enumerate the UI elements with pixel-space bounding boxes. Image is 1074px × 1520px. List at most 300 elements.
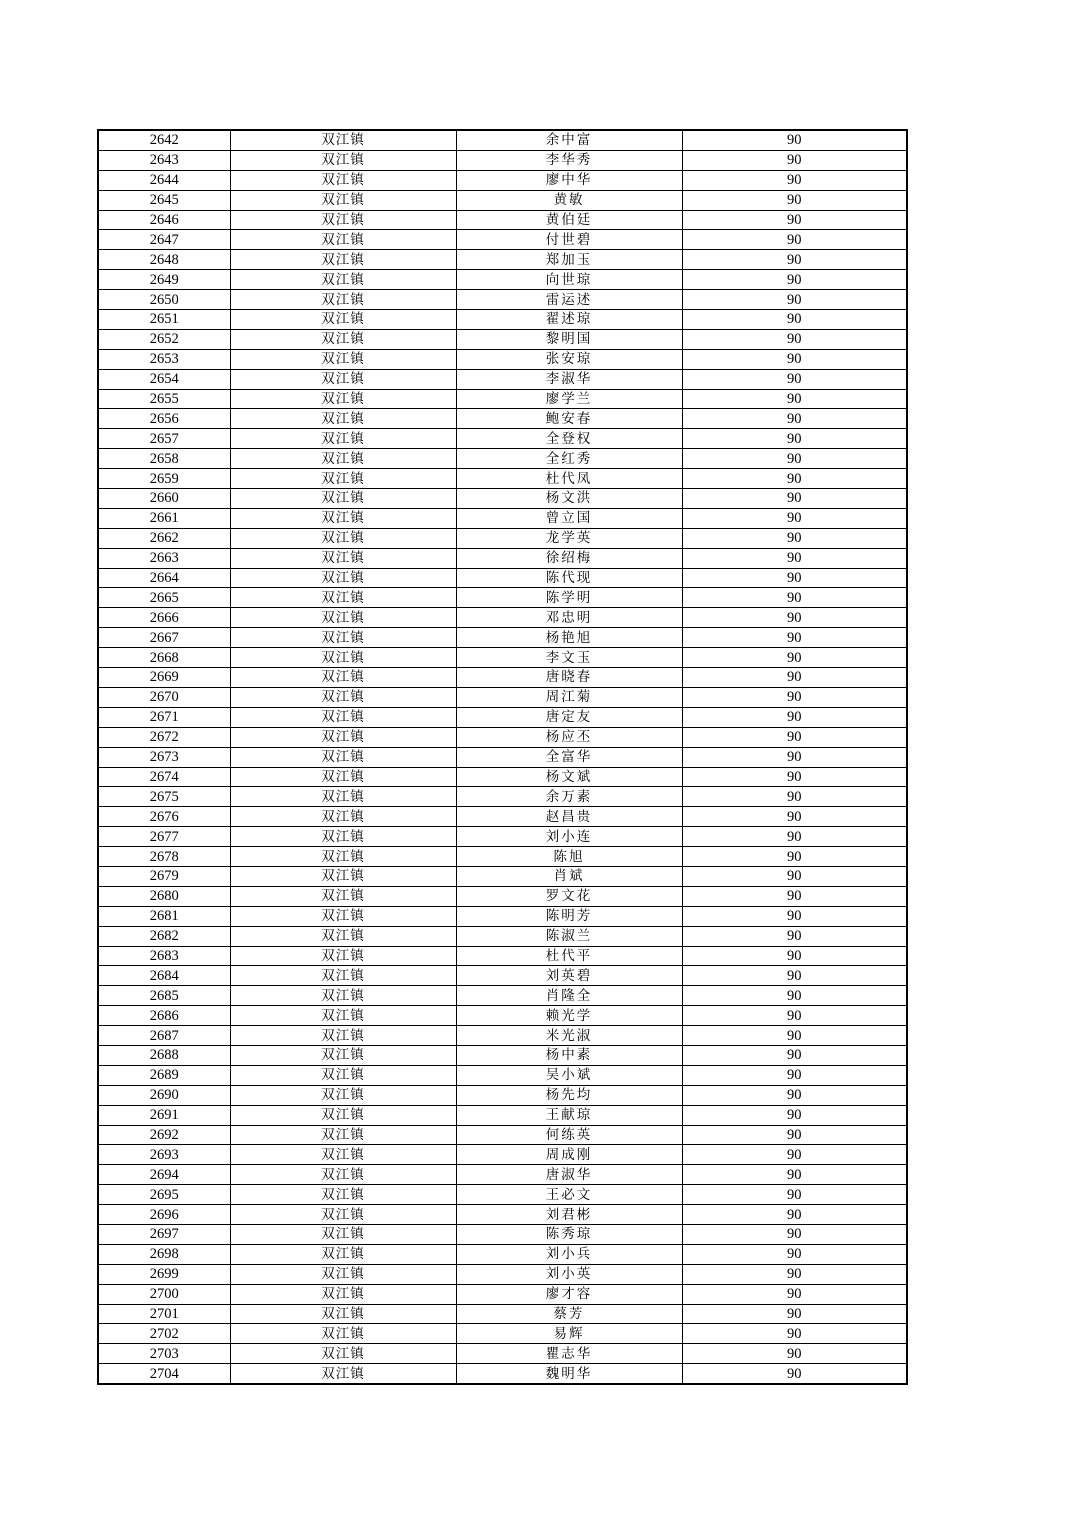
- town-cell: 双江镇: [230, 409, 456, 429]
- table-row: [98, 1105, 907, 1125]
- table-row: [98, 588, 907, 608]
- row-number-cell: 2647: [98, 230, 230, 250]
- person-name-cell: 陈代现: [456, 568, 682, 588]
- town-cell: 双江镇: [230, 190, 456, 210]
- town-cell: 双江镇: [230, 528, 456, 548]
- person-name-cell: 全富华: [456, 747, 682, 767]
- score-cell: 90: [682, 807, 907, 827]
- row-number-cell: 2650: [98, 290, 230, 310]
- row-number-cell: 2654: [98, 369, 230, 389]
- person-name-cell: 刘小兵: [456, 1244, 682, 1264]
- town-cell: 双江镇: [230, 847, 456, 867]
- table-row: [98, 1364, 907, 1384]
- row-number-cell: 2696: [98, 1205, 230, 1225]
- town-cell: 双江镇: [230, 210, 456, 230]
- person-name-cell: 陈明芳: [456, 906, 682, 926]
- town-cell: 双江镇: [230, 170, 456, 190]
- row-number-cell: 2645: [98, 190, 230, 210]
- score-cell: 90: [682, 150, 907, 170]
- person-name-cell: 刘君彬: [456, 1205, 682, 1225]
- row-number-cell: 2673: [98, 747, 230, 767]
- score-cell: 90: [682, 369, 907, 389]
- table-row: [98, 1026, 907, 1046]
- person-name-cell: 吴小斌: [456, 1065, 682, 1085]
- town-cell: 双江镇: [230, 866, 456, 886]
- row-number-cell: 2652: [98, 329, 230, 349]
- town-cell: 双江镇: [230, 369, 456, 389]
- row-number-cell: 2644: [98, 170, 230, 190]
- score-cell: 90: [682, 588, 907, 608]
- town-cell: 双江镇: [230, 727, 456, 747]
- person-name-cell: 黄敏: [456, 190, 682, 210]
- table-row: [98, 349, 907, 369]
- table-row: [98, 1244, 907, 1264]
- person-name-cell: 赵昌贵: [456, 807, 682, 827]
- table-row: [98, 150, 907, 170]
- town-cell: 双江镇: [230, 608, 456, 628]
- table-row: [98, 1224, 907, 1244]
- town-cell: 双江镇: [230, 1105, 456, 1125]
- table-row: [98, 1145, 907, 1165]
- person-name-cell: 廖学兰: [456, 389, 682, 409]
- row-number-cell: 2695: [98, 1185, 230, 1205]
- person-name-cell: 杨文斌: [456, 767, 682, 787]
- town-cell: 双江镇: [230, 588, 456, 608]
- score-cell: 90: [682, 489, 907, 509]
- person-name-cell: 翟述琼: [456, 310, 682, 330]
- table-row: [98, 1344, 907, 1364]
- score-cell: 90: [682, 787, 907, 807]
- town-cell: 双江镇: [230, 130, 456, 150]
- row-number-cell: 2677: [98, 827, 230, 847]
- row-number-cell: 2668: [98, 648, 230, 668]
- row-number-cell: 2667: [98, 628, 230, 648]
- town-cell: 双江镇: [230, 1065, 456, 1085]
- person-name-cell: 曾立国: [456, 508, 682, 528]
- town-cell: 双江镇: [230, 310, 456, 330]
- row-number-cell: 2681: [98, 906, 230, 926]
- town-cell: 双江镇: [230, 1264, 456, 1284]
- score-cell: 90: [682, 886, 907, 906]
- table-row: [98, 1205, 907, 1225]
- table-row: [98, 986, 907, 1006]
- score-cell: 90: [682, 1105, 907, 1125]
- person-name-cell: 陈淑兰: [456, 926, 682, 946]
- person-name-cell: 杨应丕: [456, 727, 682, 747]
- table-row: [98, 489, 907, 509]
- score-cell: 90: [682, 310, 907, 330]
- town-cell: 双江镇: [230, 827, 456, 847]
- town-cell: 双江镇: [230, 687, 456, 707]
- town-cell: 双江镇: [230, 429, 456, 449]
- score-cell: 90: [682, 389, 907, 409]
- table-row: [98, 747, 907, 767]
- table-row: [98, 946, 907, 966]
- table-row: [98, 329, 907, 349]
- person-name-cell: 陈秀琼: [456, 1224, 682, 1244]
- row-number-cell: 2688: [98, 1045, 230, 1065]
- score-cell: 90: [682, 1364, 907, 1384]
- table-row: [98, 847, 907, 867]
- town-cell: 双江镇: [230, 648, 456, 668]
- table-row: [98, 727, 907, 747]
- town-cell: 双江镇: [230, 1244, 456, 1264]
- score-cell: 90: [682, 827, 907, 847]
- person-name-cell: 杜代平: [456, 946, 682, 966]
- score-cell: 90: [682, 210, 907, 230]
- score-cell: 90: [682, 687, 907, 707]
- row-number-cell: 2685: [98, 986, 230, 1006]
- score-cell: 90: [682, 508, 907, 528]
- row-number-cell: 2703: [98, 1344, 230, 1364]
- town-cell: 双江镇: [230, 1006, 456, 1026]
- row-number-cell: 2693: [98, 1145, 230, 1165]
- score-cell: 90: [682, 727, 907, 747]
- score-cell: 90: [682, 1065, 907, 1085]
- row-number-cell: 2643: [98, 150, 230, 170]
- row-number-cell: 2642: [98, 130, 230, 150]
- person-name-cell: 魏明华: [456, 1364, 682, 1384]
- town-cell: 双江镇: [230, 329, 456, 349]
- town-cell: 双江镇: [230, 926, 456, 946]
- row-number-cell: 2675: [98, 787, 230, 807]
- score-cell: 90: [682, 1165, 907, 1185]
- town-cell: 双江镇: [230, 1224, 456, 1244]
- town-cell: 双江镇: [230, 508, 456, 528]
- person-name-cell: 廖中华: [456, 170, 682, 190]
- row-number-cell: 2680: [98, 886, 230, 906]
- town-cell: 双江镇: [230, 469, 456, 489]
- row-number-cell: 2701: [98, 1304, 230, 1324]
- row-number-cell: 2670: [98, 687, 230, 707]
- town-cell: 双江镇: [230, 668, 456, 688]
- score-cell: 90: [682, 429, 907, 449]
- score-cell: 90: [682, 1284, 907, 1304]
- table-row: [98, 827, 907, 847]
- row-number-cell: 2657: [98, 429, 230, 449]
- table-row: [98, 1264, 907, 1284]
- person-name-cell: 李华秀: [456, 150, 682, 170]
- score-cell: 90: [682, 1085, 907, 1105]
- row-number-cell: 2692: [98, 1125, 230, 1145]
- row-number-cell: 2704: [98, 1364, 230, 1384]
- score-cell: 90: [682, 986, 907, 1006]
- person-name-cell: 李淑华: [456, 369, 682, 389]
- row-number-cell: 2678: [98, 847, 230, 867]
- person-name-cell: 陈旭: [456, 847, 682, 867]
- table-row: [98, 250, 907, 270]
- score-cell: 90: [682, 1205, 907, 1225]
- person-name-cell: 周江菊: [456, 687, 682, 707]
- person-name-cell: 瞿志华: [456, 1344, 682, 1364]
- score-cell: 90: [682, 608, 907, 628]
- table-row: [98, 1045, 907, 1065]
- person-name-cell: 罗文花: [456, 886, 682, 906]
- score-cell: 90: [682, 668, 907, 688]
- row-number-cell: 2669: [98, 668, 230, 688]
- score-cell: 90: [682, 1185, 907, 1205]
- row-number-cell: 2659: [98, 469, 230, 489]
- person-name-cell: 全红秀: [456, 449, 682, 469]
- person-name-cell: 杨艳旭: [456, 628, 682, 648]
- score-cell: 90: [682, 568, 907, 588]
- score-cell: 90: [682, 1244, 907, 1264]
- person-name-cell: 刘英碧: [456, 966, 682, 986]
- row-number-cell: 2665: [98, 588, 230, 608]
- row-number-cell: 2666: [98, 608, 230, 628]
- table-row: [98, 866, 907, 886]
- score-cell: 90: [682, 230, 907, 250]
- person-name-cell: 肖隆全: [456, 986, 682, 1006]
- person-name-cell: 周成刚: [456, 1145, 682, 1165]
- town-cell: 双江镇: [230, 1344, 456, 1364]
- town-cell: 双江镇: [230, 568, 456, 588]
- town-cell: 双江镇: [230, 966, 456, 986]
- person-name-cell: 龙学英: [456, 528, 682, 548]
- row-number-cell: 2683: [98, 946, 230, 966]
- town-cell: 双江镇: [230, 270, 456, 290]
- row-number-cell: 2700: [98, 1284, 230, 1304]
- town-cell: 双江镇: [230, 807, 456, 827]
- person-name-cell: 刘小连: [456, 827, 682, 847]
- score-cell: 90: [682, 469, 907, 489]
- town-cell: 双江镇: [230, 1304, 456, 1324]
- person-name-cell: 鲍安春: [456, 409, 682, 429]
- table-row: [98, 648, 907, 668]
- row-number-cell: 2676: [98, 807, 230, 827]
- table-row: [98, 210, 907, 230]
- table-row: [98, 409, 907, 429]
- person-name-cell: 唐定友: [456, 707, 682, 727]
- town-cell: 双江镇: [230, 250, 456, 270]
- town-cell: 双江镇: [230, 290, 456, 310]
- table-row: [98, 1065, 907, 1085]
- row-number-cell: 2691: [98, 1105, 230, 1125]
- row-number-cell: 2664: [98, 568, 230, 588]
- person-name-cell: 张安琼: [456, 349, 682, 369]
- row-number-cell: 2687: [98, 1026, 230, 1046]
- table-row: [98, 190, 907, 210]
- row-number-cell: 2697: [98, 1224, 230, 1244]
- person-name-cell: 陈学明: [456, 588, 682, 608]
- records-table-body: [98, 130, 907, 1384]
- town-cell: 双江镇: [230, 1145, 456, 1165]
- person-name-cell: 黎明国: [456, 329, 682, 349]
- town-cell: 双江镇: [230, 946, 456, 966]
- town-cell: 双江镇: [230, 489, 456, 509]
- row-number-cell: 2698: [98, 1244, 230, 1264]
- score-cell: 90: [682, 548, 907, 568]
- row-number-cell: 2684: [98, 966, 230, 986]
- row-number-cell: 2694: [98, 1165, 230, 1185]
- table-row: [98, 886, 907, 906]
- table-row: [98, 668, 907, 688]
- person-name-cell: 杨中素: [456, 1045, 682, 1065]
- person-name-cell: 邓忠明: [456, 608, 682, 628]
- row-number-cell: 2658: [98, 449, 230, 469]
- table-row: [98, 1085, 907, 1105]
- town-cell: 双江镇: [230, 1324, 456, 1344]
- score-cell: 90: [682, 130, 907, 150]
- row-number-cell: 2679: [98, 866, 230, 886]
- score-cell: 90: [682, 946, 907, 966]
- row-number-cell: 2690: [98, 1085, 230, 1105]
- table-row: [98, 1284, 907, 1304]
- town-cell: 双江镇: [230, 1165, 456, 1185]
- table-row: [98, 270, 907, 290]
- table-row: [98, 389, 907, 409]
- row-number-cell: 2699: [98, 1264, 230, 1284]
- town-cell: 双江镇: [230, 1125, 456, 1145]
- person-name-cell: 余中富: [456, 130, 682, 150]
- town-cell: 双江镇: [230, 389, 456, 409]
- row-number-cell: 2651: [98, 310, 230, 330]
- table-row: [98, 787, 907, 807]
- table-row: [98, 429, 907, 449]
- score-cell: 90: [682, 628, 907, 648]
- score-cell: 90: [682, 1224, 907, 1244]
- table-row: [98, 310, 907, 330]
- table-row: [98, 369, 907, 389]
- person-name-cell: 唐淑华: [456, 1165, 682, 1185]
- row-number-cell: 2682: [98, 926, 230, 946]
- table-row: [98, 906, 907, 926]
- score-cell: 90: [682, 966, 907, 986]
- table-row: [98, 767, 907, 787]
- person-name-cell: 雷运述: [456, 290, 682, 310]
- town-cell: 双江镇: [230, 747, 456, 767]
- row-number-cell: 2663: [98, 548, 230, 568]
- town-cell: 双江镇: [230, 1045, 456, 1065]
- person-name-cell: 全登权: [456, 429, 682, 449]
- score-cell: 90: [682, 1145, 907, 1165]
- score-cell: 90: [682, 1304, 907, 1324]
- town-cell: 双江镇: [230, 707, 456, 727]
- table-row: [98, 628, 907, 648]
- score-cell: 90: [682, 707, 907, 727]
- person-name-cell: 郑加玉: [456, 250, 682, 270]
- score-cell: 90: [682, 349, 907, 369]
- table-row: [98, 130, 907, 150]
- score-cell: 90: [682, 290, 907, 310]
- row-number-cell: 2661: [98, 508, 230, 528]
- row-number-cell: 2702: [98, 1324, 230, 1344]
- table-row: [98, 469, 907, 489]
- table-row: [98, 1185, 907, 1205]
- table-row: [98, 1324, 907, 1344]
- person-name-cell: 肖斌: [456, 866, 682, 886]
- table-row: [98, 568, 907, 588]
- person-name-cell: 廖才容: [456, 1284, 682, 1304]
- person-name-cell: 余万素: [456, 787, 682, 807]
- table-row: [98, 528, 907, 548]
- person-name-cell: 李文玉: [456, 648, 682, 668]
- table-row: [98, 926, 907, 946]
- town-cell: 双江镇: [230, 1026, 456, 1046]
- score-cell: 90: [682, 866, 907, 886]
- town-cell: 双江镇: [230, 349, 456, 369]
- person-name-cell: 何练英: [456, 1125, 682, 1145]
- score-cell: 90: [682, 1045, 907, 1065]
- person-name-cell: 王必文: [456, 1185, 682, 1205]
- table-row: [98, 807, 907, 827]
- row-number-cell: 2660: [98, 489, 230, 509]
- score-cell: 90: [682, 926, 907, 946]
- score-cell: 90: [682, 409, 907, 429]
- score-cell: 90: [682, 329, 907, 349]
- score-cell: 90: [682, 1344, 907, 1364]
- row-number-cell: 2653: [98, 349, 230, 369]
- score-cell: 90: [682, 190, 907, 210]
- person-name-cell: 唐晓春: [456, 668, 682, 688]
- row-number-cell: 2689: [98, 1065, 230, 1085]
- person-name-cell: 黄伯廷: [456, 210, 682, 230]
- score-cell: 90: [682, 747, 907, 767]
- table-row: [98, 449, 907, 469]
- town-cell: 双江镇: [230, 1364, 456, 1384]
- row-number-cell: 2662: [98, 528, 230, 548]
- score-cell: 90: [682, 250, 907, 270]
- town-cell: 双江镇: [230, 906, 456, 926]
- table-row: [98, 966, 907, 986]
- records-table: [97, 129, 908, 1385]
- score-cell: 90: [682, 1026, 907, 1046]
- town-cell: 双江镇: [230, 886, 456, 906]
- person-name-cell: 王献琼: [456, 1105, 682, 1125]
- person-name-cell: 易辉: [456, 1324, 682, 1344]
- row-number-cell: 2648: [98, 250, 230, 270]
- score-cell: 90: [682, 1006, 907, 1026]
- score-cell: 90: [682, 767, 907, 787]
- person-name-cell: 杜代凤: [456, 469, 682, 489]
- table-row: [98, 170, 907, 190]
- score-cell: 90: [682, 906, 907, 926]
- town-cell: 双江镇: [230, 1185, 456, 1205]
- table-row: [98, 1125, 907, 1145]
- person-name-cell: 米光淑: [456, 1026, 682, 1046]
- person-name-cell: 刘小英: [456, 1264, 682, 1284]
- town-cell: 双江镇: [230, 1284, 456, 1304]
- row-number-cell: 2656: [98, 409, 230, 429]
- table-row: [98, 290, 907, 310]
- person-name-cell: 付世碧: [456, 230, 682, 250]
- score-cell: 90: [682, 847, 907, 867]
- town-cell: 双江镇: [230, 150, 456, 170]
- score-cell: 90: [682, 170, 907, 190]
- person-name-cell: 赖光学: [456, 1006, 682, 1026]
- table-row: [98, 1165, 907, 1185]
- town-cell: 双江镇: [230, 787, 456, 807]
- score-cell: 90: [682, 449, 907, 469]
- row-number-cell: 2674: [98, 767, 230, 787]
- row-number-cell: 2655: [98, 389, 230, 409]
- table-row: [98, 608, 907, 628]
- score-cell: 90: [682, 1125, 907, 1145]
- person-name-cell: 杨文洪: [456, 489, 682, 509]
- row-number-cell: 2646: [98, 210, 230, 230]
- score-cell: 90: [682, 648, 907, 668]
- town-cell: 双江镇: [230, 986, 456, 1006]
- person-name-cell: 徐绍梅: [456, 548, 682, 568]
- table-row: [98, 548, 907, 568]
- town-cell: 双江镇: [230, 548, 456, 568]
- person-name-cell: 向世琼: [456, 270, 682, 290]
- row-number-cell: 2671: [98, 707, 230, 727]
- town-cell: 双江镇: [230, 230, 456, 250]
- score-cell: 90: [682, 1264, 907, 1284]
- table-row: [98, 707, 907, 727]
- town-cell: 双江镇: [230, 767, 456, 787]
